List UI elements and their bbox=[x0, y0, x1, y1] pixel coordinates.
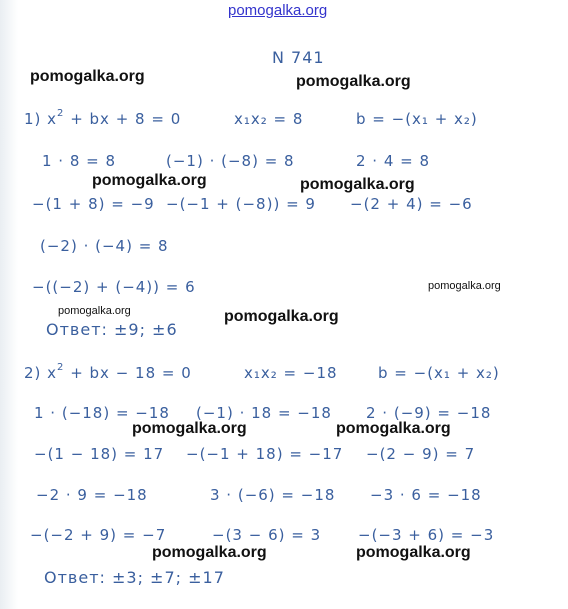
part1-vieta: b = −(x₁ + x₂) bbox=[356, 110, 478, 128]
part1-row1-col3: 2 · 4 = 8 bbox=[356, 152, 431, 170]
part2-row4-col2: −(3 − 6) = 3 bbox=[212, 526, 322, 544]
part2-row2-col2: −(−1 + 18) = −17 bbox=[186, 445, 344, 463]
watermark: pomogalka.org bbox=[300, 176, 415, 193]
watermark: pomogalka.org bbox=[296, 73, 411, 90]
part2-product: x₁x₂ = −18 bbox=[244, 364, 338, 382]
watermark-small: pomogalka.org bbox=[428, 280, 501, 292]
watermark: pomogalka.org bbox=[224, 308, 339, 325]
part2-row3-col3: −3 · 6 = −18 bbox=[370, 486, 482, 504]
part1-answer: Ответ: ±9; ±6 bbox=[46, 320, 178, 339]
part2-row2-col1: −(1 − 18) = 17 bbox=[34, 445, 165, 463]
part2-row1-col3: 2 · (−9) = −18 bbox=[366, 404, 492, 422]
part2-equation bbox=[24, 364, 192, 382]
part1-row1-col1: 1 · 8 = 8 bbox=[42, 152, 117, 170]
part2-row4-col3: −(−3 + 6) = −3 bbox=[358, 526, 495, 544]
part2-vieta: b = −(x₁ + x₂) bbox=[378, 364, 500, 382]
part1-product: x₁x₂ = 8 bbox=[234, 110, 304, 128]
page-edge-shadow bbox=[0, 0, 18, 609]
watermark: pomogalka.org bbox=[132, 420, 247, 437]
part1-extra-sum: −((−2) + (−4)) = 6 bbox=[32, 278, 196, 296]
part2-row3-col1: −2 · 9 = −18 bbox=[36, 486, 148, 504]
part1-equation-lead: 1) x bbox=[24, 110, 58, 128]
part2-equation-lead: 2) x bbox=[24, 364, 58, 382]
part2-answer: Ответ: ±3; ±7; ±17 bbox=[44, 568, 225, 587]
part2-row4-col1: −(−2 + 9) = −7 bbox=[30, 526, 167, 544]
part1-row2-col2: −(−1 + (−8)) = 9 bbox=[166, 195, 316, 213]
watermark: pomogalka.org bbox=[30, 68, 145, 85]
part2-row3-col2: 3 · (−6) = −18 bbox=[210, 486, 336, 504]
part2-row1-col1: 1 · (−18) = −18 bbox=[34, 404, 170, 422]
part1-row2-col1: −(1 + 8) = −9 bbox=[32, 195, 155, 213]
problem-number: N 741 bbox=[272, 48, 325, 67]
watermark: pomogalka.org bbox=[336, 420, 451, 437]
part1-row1-col2: (−1) · (−8) = 8 bbox=[166, 152, 295, 170]
part1-equation-rest: + bx + 8 = 0 bbox=[70, 110, 182, 128]
part1-extra-product: (−2) · (−4) = 8 bbox=[40, 237, 169, 255]
site-link-top[interactable]: pomogalka.org bbox=[228, 2, 328, 19]
part1-row2-col3: −(2 + 4) = −6 bbox=[350, 195, 473, 213]
watermark-small: pomogalka.org bbox=[58, 305, 131, 317]
part2-equation-rest: + bx − 18 = 0 bbox=[70, 364, 192, 382]
part2-row2-col3: −(2 − 9) = 7 bbox=[366, 445, 476, 463]
watermark: pomogalka.org bbox=[152, 544, 267, 561]
part1-equation bbox=[24, 110, 181, 128]
part2-row1-col2: (−1) · 18 = −18 bbox=[196, 404, 332, 422]
watermark: pomogalka.org bbox=[356, 544, 471, 561]
part1-equation-exponent: 2 bbox=[57, 108, 65, 119]
watermark: pomogalka.org bbox=[92, 172, 207, 189]
part2-equation-exponent: 2 bbox=[57, 362, 65, 373]
